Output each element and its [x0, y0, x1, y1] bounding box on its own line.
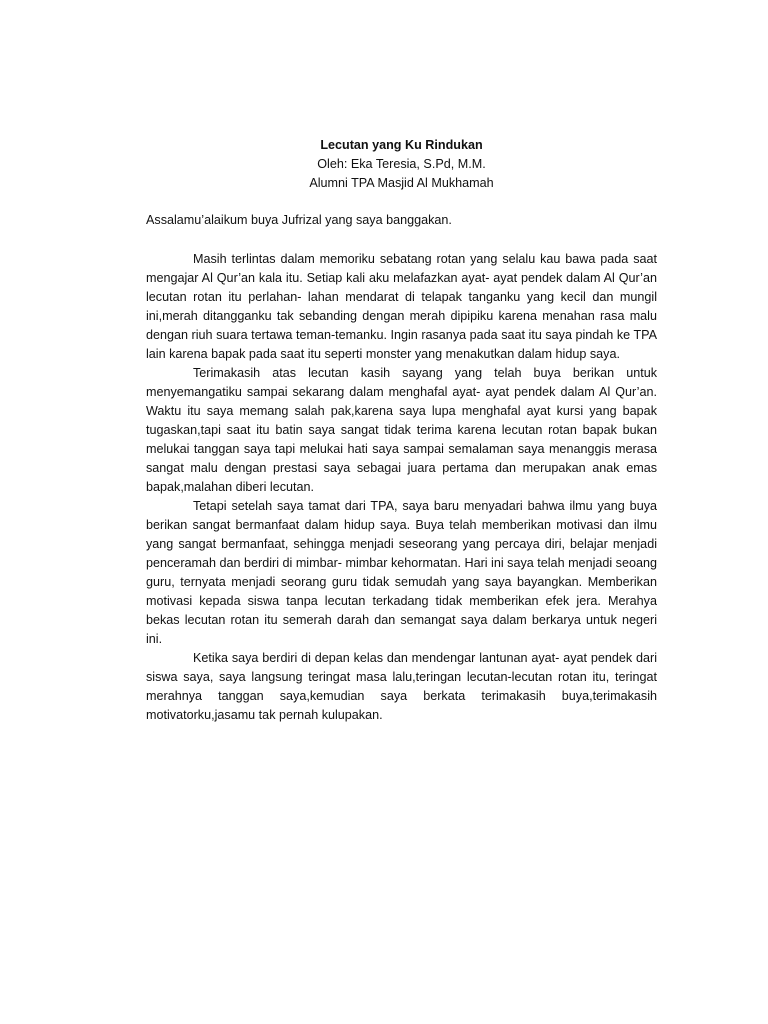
paragraph-4: Ketika saya berdiri di depan kelas dan mendengar lantunan ayat- ayat pendek dari siswa saya, saya langsung teringat masa lalu,teringan lecutan-lecutan rotan itu, teringat merahnya tanggan saya,kemudian saya berkata terimakasih buya,terimakasih motivatorku,jasamu tak pernah kulupakan. [146, 651, 657, 722]
document-title: Lecutan yang Ku Rindukan [320, 138, 483, 152]
letter-body [146, 250, 657, 725]
paragraph-1: Masih terlintas dalam memoriku sebatang rotan yang selalu kau bawa pada saat mengajar Al Qur’an kala itu. Setiap kali aku melafazkan ayat- ayat pendek dalam Al Qur’an lecutan rotan itu perlahan- lahan mendarat di telapak tanganku yang kecil dan mungil ini,merah ditangganku tak sebanding dengan merah dipipiku karena menahan rasa malu dengan riuh suara tertawa teman-temanku. Ingin rasanya pada saat itu saya pindah ke TPA lain karena bapak pada saat itu seperti monster yang menakutkan dalam hidup saya. [146, 252, 657, 361]
document-content [146, 136, 657, 725]
paragraph-3: Tetapi setelah saya tamat dari TPA, saya baru menyadari bahwa ilmu yang buya berikan sangat bermanfaat dalam hidup saya. Buya telah memberikan motivasi dan ilmu yang sangat bermanfaat, sehingga menjadi seseorang yang percaya diri, belajar menjadi penceramah dan berdiri di mimbar- mimbar kehormatan. Hari ini saya telah menjadi seoang guru, ternyata menjadi seorang guru tidak semudah yang saya bayangkan. Memberikan motivasi kepada siswa tanpa lecutan terkadang tidak memberikan efek jera. Merahya bekas lecutan rotan itu semerah darah dan semangat saya dalam berkarya untuk negeri ini. [146, 499, 657, 646]
salutation: Assalamu’alaikum buya Jufrizal yang saya banggakan. [146, 213, 452, 227]
author-line: Oleh: Eka Teresia, S.Pd, M.M. [317, 157, 486, 171]
paragraph-2: Terimakasih atas lecutan kasih sayang yang telah buya berikan untuk menyemangatiku sampai sekarang dalam menghafal ayat- ayat pendek dalam Al Qur’an. Waktu itu saya memang salah pak,karena saya lupa menghafal ayat kursi yang bapak tugaskan,tapi saat itu batin saya sangat tidak terima karena lecutan rotan bapak bukan melukai tanggan saya tapi melukai hati saya sampai semalaman saya menanggis merasa sangat malu dengan prestasi saya sebagai juara pertama dan merupakan anak emas bapak,malahan diberi lecutan. [146, 366, 657, 494]
affiliation-line: Alumni TPA Masjid Al Mukhamah [309, 176, 494, 190]
document-heading [146, 136, 657, 193]
